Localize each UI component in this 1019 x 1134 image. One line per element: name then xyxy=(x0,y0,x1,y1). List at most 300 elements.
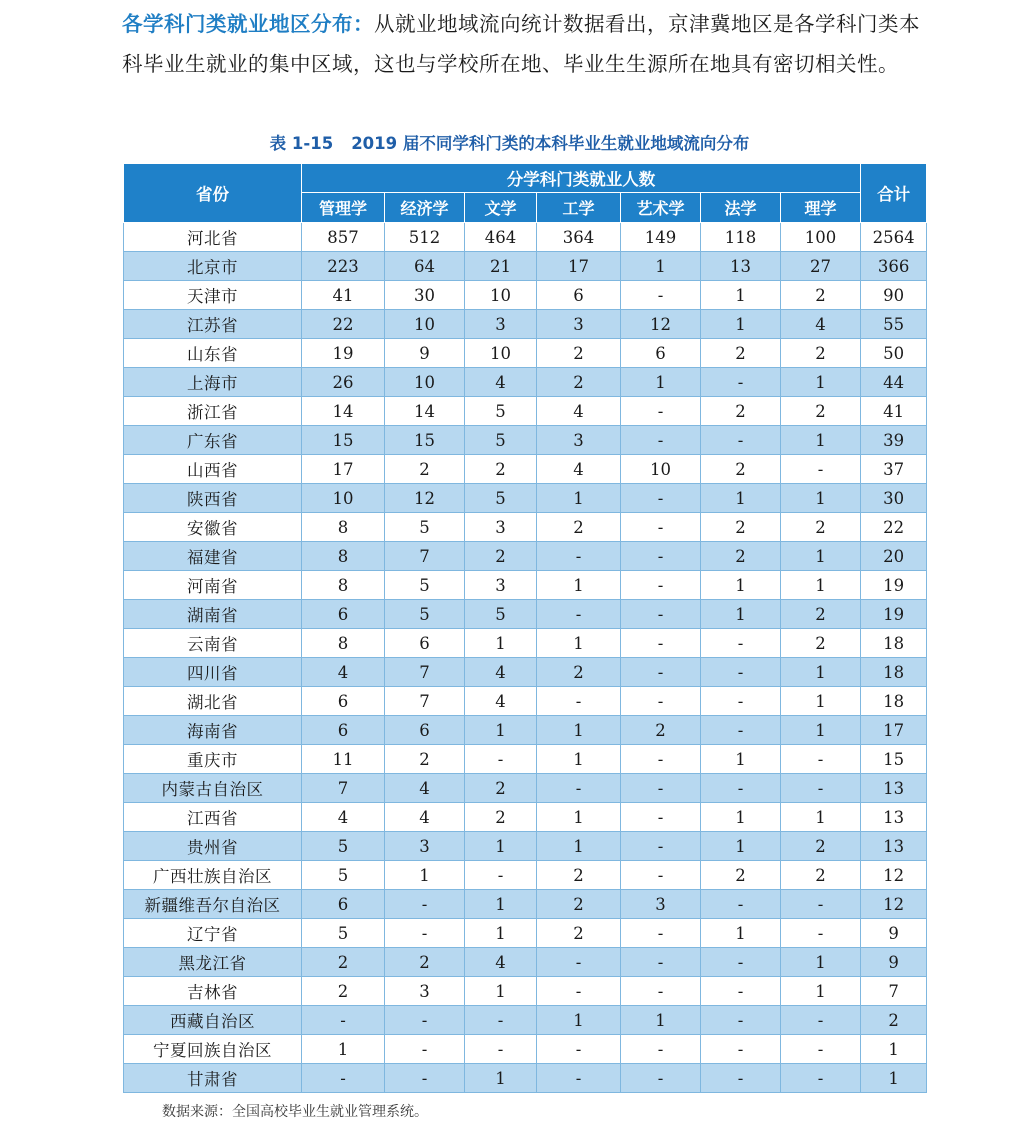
count-cell: - xyxy=(701,1064,781,1093)
count-cell: 2 xyxy=(385,948,465,977)
count-cell: 2 xyxy=(781,397,861,426)
count-cell: 4 xyxy=(465,948,537,977)
table-row xyxy=(124,542,927,571)
count-cell: - xyxy=(385,1035,465,1064)
count-cell: 1 xyxy=(465,890,537,919)
count-cell: - xyxy=(701,658,781,687)
count-cell: 1 xyxy=(701,484,781,513)
count-cell: 64 xyxy=(385,252,465,281)
count-cell: 12 xyxy=(621,310,701,339)
count-cell: 2 xyxy=(701,861,781,890)
province-cell: 山东省 xyxy=(124,339,302,368)
count-cell: 5 xyxy=(385,571,465,600)
count-cell: 7 xyxy=(302,774,385,803)
count-cell: 6 xyxy=(302,890,385,919)
count-cell: 1 xyxy=(781,658,861,687)
count-cell: 2 xyxy=(701,339,781,368)
count-cell: 2 xyxy=(385,745,465,774)
count-cell: 1 xyxy=(781,368,861,397)
count-cell: 1 xyxy=(537,571,621,600)
province-cell: 新疆维吾尔自治区 xyxy=(124,890,302,919)
count-cell: 1 xyxy=(465,919,537,948)
count-cell: 1 xyxy=(701,310,781,339)
total-cell: 20 xyxy=(861,542,927,571)
count-cell: 7 xyxy=(385,658,465,687)
count-cell: - xyxy=(621,803,701,832)
total-cell: 18 xyxy=(861,629,927,658)
header-subject-group: 分学科门类就业人数 xyxy=(302,164,861,193)
table-row xyxy=(124,687,927,716)
province-cell: 湖北省 xyxy=(124,687,302,716)
count-cell: 4 xyxy=(465,687,537,716)
province-cell: 海南省 xyxy=(124,716,302,745)
count-cell: 6 xyxy=(621,339,701,368)
total-cell: 12 xyxy=(861,861,927,890)
table-row xyxy=(124,397,927,426)
count-cell: 2 xyxy=(781,832,861,861)
count-cell: - xyxy=(781,455,861,484)
count-cell: 15 xyxy=(385,426,465,455)
province-cell: 上海市 xyxy=(124,368,302,397)
count-cell: 4 xyxy=(465,368,537,397)
intro-paragraph xyxy=(122,4,928,84)
count-cell: 1 xyxy=(465,832,537,861)
count-cell: 2 xyxy=(781,629,861,658)
province-cell: 广东省 xyxy=(124,426,302,455)
province-cell: 北京市 xyxy=(124,252,302,281)
count-cell: 12 xyxy=(385,484,465,513)
paragraph-body: 从就业地域流向统计数据看出，京津冀地区是各学科门类本科毕业生就业的集中区域，这也与学校所在地、毕业生生源所在地具有密切相关性。 xyxy=(122,12,920,76)
count-cell: 1 xyxy=(701,803,781,832)
total-cell: 19 xyxy=(861,600,927,629)
header-subject: 文学 xyxy=(465,193,537,223)
province-cell: 宁夏回族自治区 xyxy=(124,1035,302,1064)
header-subject: 法学 xyxy=(701,193,781,223)
count-cell: 1 xyxy=(701,281,781,310)
count-cell: - xyxy=(621,977,701,1006)
count-cell: 2 xyxy=(465,803,537,832)
count-cell: 1 xyxy=(781,977,861,1006)
count-cell: 2 xyxy=(701,513,781,542)
count-cell: 1 xyxy=(465,716,537,745)
count-cell: 149 xyxy=(621,223,701,252)
header-subject: 经济学 xyxy=(385,193,465,223)
count-cell: 17 xyxy=(537,252,621,281)
count-cell: - xyxy=(701,368,781,397)
count-cell: 2 xyxy=(781,600,861,629)
province-cell: 广西壮族自治区 xyxy=(124,861,302,890)
count-cell: - xyxy=(385,1006,465,1035)
count-cell: 2 xyxy=(537,919,621,948)
count-cell: 3 xyxy=(465,571,537,600)
province-cell: 安徽省 xyxy=(124,513,302,542)
count-cell: - xyxy=(621,397,701,426)
count-cell: 4 xyxy=(385,803,465,832)
count-cell: 1 xyxy=(781,542,861,571)
count-cell: 2 xyxy=(537,339,621,368)
count-cell: 8 xyxy=(302,571,385,600)
total-cell: 15 xyxy=(861,745,927,774)
table-row xyxy=(124,252,927,281)
count-cell: 1 xyxy=(537,629,621,658)
total-cell: 55 xyxy=(861,310,927,339)
province-cell: 山西省 xyxy=(124,455,302,484)
province-cell: 云南省 xyxy=(124,629,302,658)
total-cell: 9 xyxy=(861,919,927,948)
count-cell: - xyxy=(537,774,621,803)
total-cell: 18 xyxy=(861,658,927,687)
province-cell: 重庆市 xyxy=(124,745,302,774)
count-cell: - xyxy=(621,1064,701,1093)
total-cell: 13 xyxy=(861,832,927,861)
table-row xyxy=(124,803,927,832)
total-cell: 2 xyxy=(861,1006,927,1035)
count-cell: 1 xyxy=(701,745,781,774)
header-subject: 管理学 xyxy=(302,193,385,223)
count-cell: - xyxy=(781,1035,861,1064)
count-cell: 5 xyxy=(465,426,537,455)
count-cell: - xyxy=(465,745,537,774)
count-cell: - xyxy=(302,1064,385,1093)
count-cell: 2 xyxy=(781,281,861,310)
count-cell: 1 xyxy=(701,571,781,600)
count-cell: 17 xyxy=(302,455,385,484)
count-cell: 464 xyxy=(465,223,537,252)
count-cell: 1 xyxy=(621,1006,701,1035)
count-cell: - xyxy=(781,745,861,774)
count-cell: 30 xyxy=(385,281,465,310)
count-cell: 2 xyxy=(302,948,385,977)
count-cell: - xyxy=(465,1035,537,1064)
province-cell: 吉林省 xyxy=(124,977,302,1006)
header-total: 合计 xyxy=(861,164,927,223)
count-cell: 100 xyxy=(781,223,861,252)
total-cell: 19 xyxy=(861,571,927,600)
count-cell: 7 xyxy=(385,687,465,716)
count-cell: - xyxy=(537,542,621,571)
count-cell: - xyxy=(701,948,781,977)
count-cell: - xyxy=(621,426,701,455)
province-cell: 浙江省 xyxy=(124,397,302,426)
count-cell: 2 xyxy=(621,716,701,745)
count-cell: - xyxy=(385,919,465,948)
count-cell: 4 xyxy=(465,658,537,687)
count-cell: 22 xyxy=(302,310,385,339)
count-cell: 6 xyxy=(385,629,465,658)
count-cell: - xyxy=(781,774,861,803)
count-cell: 5 xyxy=(302,861,385,890)
count-cell: 1 xyxy=(537,832,621,861)
count-cell: 3 xyxy=(537,426,621,455)
table-row xyxy=(124,310,927,339)
count-cell: 41 xyxy=(302,281,385,310)
table-row xyxy=(124,1006,927,1035)
count-cell: 3 xyxy=(385,832,465,861)
table-row xyxy=(124,513,927,542)
total-cell: 7 xyxy=(861,977,927,1006)
table-row xyxy=(124,919,927,948)
count-cell: 6 xyxy=(537,281,621,310)
total-cell: 41 xyxy=(861,397,927,426)
count-cell: 2 xyxy=(537,890,621,919)
count-cell: - xyxy=(701,1035,781,1064)
province-cell: 西藏自治区 xyxy=(124,1006,302,1035)
province-cell: 甘肃省 xyxy=(124,1064,302,1093)
count-cell: 5 xyxy=(302,919,385,948)
count-cell: 9 xyxy=(385,339,465,368)
table-row xyxy=(124,426,927,455)
count-cell: - xyxy=(781,890,861,919)
table-row xyxy=(124,1064,927,1093)
count-cell: 223 xyxy=(302,252,385,281)
count-cell: - xyxy=(621,687,701,716)
count-cell: 1 xyxy=(537,1006,621,1035)
count-cell: - xyxy=(701,629,781,658)
count-cell: - xyxy=(621,513,701,542)
count-cell: 2 xyxy=(537,658,621,687)
count-cell: 2 xyxy=(465,455,537,484)
count-cell: - xyxy=(621,948,701,977)
count-cell: 5 xyxy=(302,832,385,861)
count-cell: 8 xyxy=(302,513,385,542)
table-caption xyxy=(0,130,1019,154)
count-cell: - xyxy=(621,629,701,658)
count-cell: 1 xyxy=(781,687,861,716)
header-subject: 艺术学 xyxy=(621,193,701,223)
province-cell: 陕西省 xyxy=(124,484,302,513)
count-cell: 6 xyxy=(302,716,385,745)
count-cell: - xyxy=(537,948,621,977)
province-cell: 江苏省 xyxy=(124,310,302,339)
count-cell: - xyxy=(465,861,537,890)
count-cell: 5 xyxy=(465,600,537,629)
caption-number: 表 1-15 xyxy=(269,134,334,153)
count-cell: 3 xyxy=(465,513,537,542)
count-cell: 14 xyxy=(385,397,465,426)
count-cell: - xyxy=(621,1035,701,1064)
count-cell: 118 xyxy=(701,223,781,252)
province-cell: 黑龙江省 xyxy=(124,948,302,977)
table-row xyxy=(124,832,927,861)
count-cell: 1 xyxy=(537,745,621,774)
header-subject: 理学 xyxy=(781,193,861,223)
total-cell: 50 xyxy=(861,339,927,368)
count-cell: - xyxy=(537,977,621,1006)
count-cell: 512 xyxy=(385,223,465,252)
total-cell: 17 xyxy=(861,716,927,745)
province-cell: 河北省 xyxy=(124,223,302,252)
count-cell: 1 xyxy=(701,919,781,948)
count-cell: 13 xyxy=(701,252,781,281)
count-cell: 1 xyxy=(621,368,701,397)
province-cell: 湖南省 xyxy=(124,600,302,629)
count-cell: 2 xyxy=(701,542,781,571)
count-cell: 10 xyxy=(465,281,537,310)
count-cell: 3 xyxy=(537,310,621,339)
count-cell: 4 xyxy=(781,310,861,339)
count-cell: - xyxy=(781,1006,861,1035)
count-cell: 4 xyxy=(302,803,385,832)
count-cell: 1 xyxy=(621,252,701,281)
table-body xyxy=(124,223,927,1093)
count-cell: 10 xyxy=(385,310,465,339)
count-cell: 364 xyxy=(537,223,621,252)
province-cell: 江西省 xyxy=(124,803,302,832)
count-cell: - xyxy=(621,658,701,687)
count-cell: - xyxy=(621,281,701,310)
count-cell: 3 xyxy=(465,310,537,339)
count-cell: 1 xyxy=(781,716,861,745)
paragraph-lead: 各学科门类就业地区分布： xyxy=(122,12,374,36)
table-row xyxy=(124,745,927,774)
employment-region-table xyxy=(123,163,927,1093)
count-cell: 2 xyxy=(537,513,621,542)
count-cell: - xyxy=(537,1035,621,1064)
count-cell: 4 xyxy=(537,397,621,426)
count-cell: - xyxy=(781,1064,861,1093)
header-subject: 工学 xyxy=(537,193,621,223)
count-cell: - xyxy=(537,687,621,716)
count-cell: - xyxy=(621,861,701,890)
table-row xyxy=(124,281,927,310)
table-row xyxy=(124,861,927,890)
count-cell: - xyxy=(701,890,781,919)
total-cell: 13 xyxy=(861,774,927,803)
count-cell: 2 xyxy=(385,455,465,484)
table-row xyxy=(124,600,927,629)
province-cell: 辽宁省 xyxy=(124,919,302,948)
total-cell: 22 xyxy=(861,513,927,542)
total-cell: 1 xyxy=(861,1035,927,1064)
count-cell: - xyxy=(701,977,781,1006)
table-row xyxy=(124,455,927,484)
count-cell: 2 xyxy=(465,774,537,803)
total-cell: 30 xyxy=(861,484,927,513)
count-cell: 6 xyxy=(385,716,465,745)
count-cell: 2 xyxy=(302,977,385,1006)
count-cell: 8 xyxy=(302,542,385,571)
count-cell: 857 xyxy=(302,223,385,252)
count-cell: - xyxy=(621,484,701,513)
table-row xyxy=(124,223,927,252)
count-cell: - xyxy=(621,919,701,948)
count-cell: 1 xyxy=(465,977,537,1006)
count-cell: 10 xyxy=(385,368,465,397)
province-cell: 四川省 xyxy=(124,658,302,687)
table-row xyxy=(124,890,927,919)
table-row xyxy=(124,368,927,397)
caption-title: 2019 届不同学科门类的本科毕业生就业地域流向分布 xyxy=(351,134,750,153)
count-cell: 2 xyxy=(537,368,621,397)
header-province: 省份 xyxy=(124,164,302,223)
total-cell: 366 xyxy=(861,252,927,281)
total-cell: 1 xyxy=(861,1064,927,1093)
count-cell: 5 xyxy=(385,513,465,542)
count-cell: 6 xyxy=(302,687,385,716)
table-row xyxy=(124,1035,927,1064)
count-cell: - xyxy=(701,426,781,455)
table-header xyxy=(124,164,927,223)
count-cell: 2 xyxy=(701,455,781,484)
province-cell: 内蒙古自治区 xyxy=(124,774,302,803)
count-cell: - xyxy=(621,571,701,600)
count-cell: 1 xyxy=(781,426,861,455)
count-cell: 3 xyxy=(385,977,465,1006)
count-cell: - xyxy=(302,1006,385,1035)
count-cell: 15 xyxy=(302,426,385,455)
data-source-note: 数据来源：全国高校毕业生就业管理系统。 xyxy=(162,1104,428,1120)
count-cell: 5 xyxy=(465,397,537,426)
count-cell: - xyxy=(621,542,701,571)
count-cell: 1 xyxy=(701,600,781,629)
count-cell: 4 xyxy=(302,658,385,687)
count-cell: 27 xyxy=(781,252,861,281)
table-row xyxy=(124,948,927,977)
province-cell: 贵州省 xyxy=(124,832,302,861)
table-row xyxy=(124,339,927,368)
total-cell: 12 xyxy=(861,890,927,919)
total-cell: 2564 xyxy=(861,223,927,252)
count-cell: - xyxy=(701,774,781,803)
count-cell: 10 xyxy=(621,455,701,484)
count-cell: - xyxy=(621,832,701,861)
table-row xyxy=(124,774,927,803)
table-row xyxy=(124,484,927,513)
count-cell: 10 xyxy=(302,484,385,513)
count-cell: 1 xyxy=(465,629,537,658)
count-cell: 6 xyxy=(302,600,385,629)
count-cell: 1 xyxy=(385,861,465,890)
table-row xyxy=(124,629,927,658)
count-cell: - xyxy=(385,890,465,919)
count-cell: - xyxy=(701,1006,781,1035)
count-cell: 5 xyxy=(385,600,465,629)
count-cell: - xyxy=(465,1006,537,1035)
count-cell: 14 xyxy=(302,397,385,426)
count-cell: 4 xyxy=(385,774,465,803)
count-cell: 11 xyxy=(302,745,385,774)
province-cell: 河南省 xyxy=(124,571,302,600)
count-cell: 5 xyxy=(465,484,537,513)
total-cell: 37 xyxy=(861,455,927,484)
count-cell: - xyxy=(385,1064,465,1093)
total-cell: 90 xyxy=(861,281,927,310)
count-cell: 2 xyxy=(781,513,861,542)
table-row xyxy=(124,716,927,745)
table-row xyxy=(124,658,927,687)
count-cell: 1 xyxy=(781,571,861,600)
count-cell: 7 xyxy=(385,542,465,571)
total-cell: 44 xyxy=(861,368,927,397)
count-cell: - xyxy=(537,600,621,629)
count-cell: 2 xyxy=(537,861,621,890)
count-cell: 3 xyxy=(621,890,701,919)
count-cell: 2 xyxy=(781,339,861,368)
count-cell: 1 xyxy=(781,948,861,977)
count-cell: 1 xyxy=(465,1064,537,1093)
count-cell: - xyxy=(621,600,701,629)
count-cell: 1 xyxy=(302,1035,385,1064)
table-row xyxy=(124,977,927,1006)
province-cell: 福建省 xyxy=(124,542,302,571)
count-cell: 2 xyxy=(701,397,781,426)
count-cell: 19 xyxy=(302,339,385,368)
count-cell: 10 xyxy=(465,339,537,368)
count-cell: 1 xyxy=(537,484,621,513)
total-cell: 18 xyxy=(861,687,927,716)
total-cell: 39 xyxy=(861,426,927,455)
count-cell: 26 xyxy=(302,368,385,397)
